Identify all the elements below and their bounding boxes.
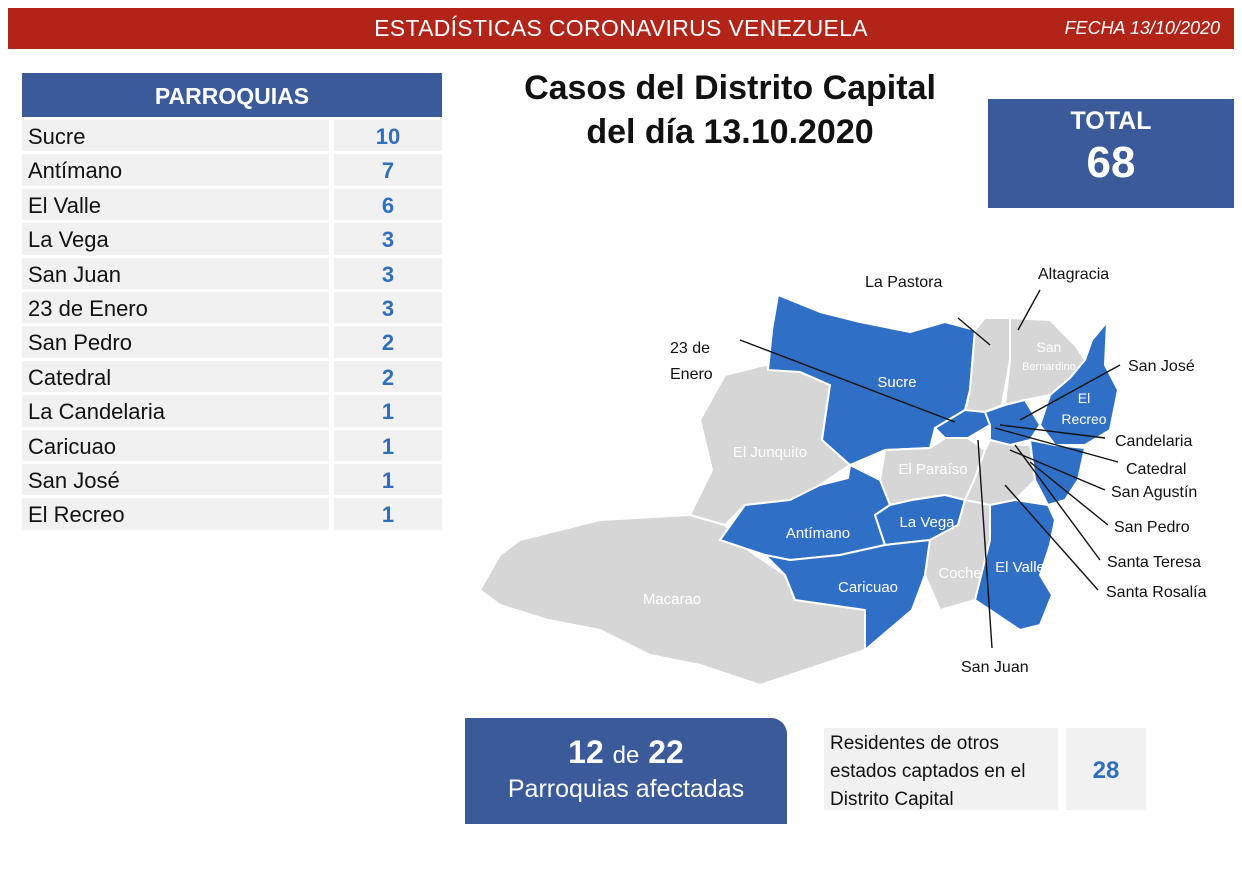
parroquia-cases: 1 xyxy=(334,464,442,498)
callout-san-pedro: San Pedro xyxy=(1114,519,1190,536)
label-coche: Coche xyxy=(938,565,982,582)
parroquia-row xyxy=(22,223,442,257)
parroquia-name: Sucre xyxy=(22,120,329,154)
label-la-vega: La Vega xyxy=(899,514,955,531)
callout-catedral: Catedral xyxy=(1126,461,1187,478)
callout-23-de-enero-2: Enero xyxy=(670,366,713,383)
parroquia-row xyxy=(22,430,442,464)
label-el-valle: El Valle xyxy=(995,559,1045,576)
callout-candelaria: Candelaria xyxy=(1115,433,1193,450)
parroquia-name: Caricuao xyxy=(22,430,329,464)
parroquia-row xyxy=(22,498,442,532)
label-el-recreo-2: Recreo xyxy=(1061,411,1107,427)
callout-santa-teresa: Santa Teresa xyxy=(1107,554,1201,571)
affected-count: 12 xyxy=(568,734,604,770)
parroquia-name: San Juan xyxy=(22,258,329,292)
parroquia-cases: 2 xyxy=(334,361,442,395)
parroquia-cases: 10 xyxy=(334,120,442,154)
parroquia-cases: 1 xyxy=(334,430,442,464)
parroquia-name: El Recreo xyxy=(22,498,329,532)
residents-text xyxy=(824,728,1058,810)
label-el-junquito: El Junquito xyxy=(732,444,808,461)
callout-san-jose: San José xyxy=(1128,358,1195,375)
parroquia-name: La Candelaria xyxy=(22,395,329,429)
label-sucre: Sucre xyxy=(877,374,917,391)
parroquia-cases: 3 xyxy=(334,292,442,326)
label-el-recreo-1: El xyxy=(1077,390,1091,406)
header-date: FECHA 13/10/2020 xyxy=(1064,18,1220,38)
affected-connector: de xyxy=(612,742,640,769)
parroquia-row xyxy=(22,120,442,154)
parroquia-cases: 1 xyxy=(334,498,442,532)
parroquia-cases: 6 xyxy=(334,189,442,223)
residents-text-line1: Residentes de otros xyxy=(830,733,999,754)
parroquia-row xyxy=(22,154,442,188)
residents-text-line2: estados captados en el xyxy=(830,761,1026,782)
callout-altagracia: Altagracia xyxy=(1038,266,1110,283)
label-macarao: Macarao xyxy=(642,591,702,608)
parroquia-cases: 7 xyxy=(334,154,442,188)
parroquia-name: Antímano xyxy=(22,154,329,188)
residents-value: 28 xyxy=(1066,728,1146,810)
parroquias-heading: PARROQUIAS xyxy=(22,73,442,117)
parroquia-cases: 1 xyxy=(334,395,442,429)
residents-text-line3: Distrito Capital xyxy=(830,789,954,810)
parroquia-row xyxy=(22,292,442,326)
affected-total: 22 xyxy=(648,734,684,770)
parroquia-name: Catedral xyxy=(22,361,329,395)
label-san-bernardino-1: San xyxy=(1036,339,1062,355)
parroquia-row xyxy=(22,361,442,395)
header-bar xyxy=(8,8,1234,49)
main-title-line1: Casos del Distrito Capital xyxy=(524,69,936,107)
callout-la-pastora: La Pastora xyxy=(865,274,943,291)
callout-san-juan: San Juan xyxy=(961,659,1029,676)
parroquia-cases: 2 xyxy=(334,326,442,360)
parroquia-name: El Valle xyxy=(22,189,329,223)
main-title xyxy=(470,66,990,154)
parroquia-name: San Pedro xyxy=(22,326,329,360)
parroquia-cases: 3 xyxy=(334,258,442,292)
parroquia-row xyxy=(22,258,442,292)
label-san-bernardino-2: Bernardino xyxy=(1022,361,1076,373)
parroquias-table xyxy=(22,120,442,533)
total-value: 68 xyxy=(1086,138,1136,187)
total-box xyxy=(988,99,1234,208)
parroquia-name: La Vega xyxy=(22,223,329,257)
parroquia-row xyxy=(22,326,442,360)
region-san-pedro xyxy=(1030,440,1085,505)
parroquia-row xyxy=(22,395,442,429)
label-caricuao: Caricuao xyxy=(837,579,899,596)
parroquia-row xyxy=(22,464,442,498)
label-antimano: Antímano xyxy=(785,525,851,542)
affected-parishes-box xyxy=(465,718,787,824)
affected-count-line xyxy=(465,734,787,771)
label-el-paraiso: El Paraíso xyxy=(898,461,968,478)
parroquia-name: San José xyxy=(22,464,329,498)
callout-santa-rosalia: Santa Rosalía xyxy=(1106,584,1207,601)
callout-san-agustin: San Agustín xyxy=(1111,484,1198,501)
parroquia-cases: 3 xyxy=(334,223,442,257)
affected-label: Parroquias afectadas xyxy=(507,775,745,803)
parroquia-name: 23 de Enero xyxy=(22,292,329,326)
total-label: TOTAL xyxy=(1070,107,1152,135)
header-title: ESTADÍSTICAS CORONAVIRUS VENEZUELA xyxy=(374,15,868,41)
caracas-map xyxy=(470,258,1242,688)
parroquia-row xyxy=(22,189,442,223)
main-title-line2: del día 13.10.2020 xyxy=(586,113,874,151)
callout-23-de-enero-1: 23 de xyxy=(670,340,711,357)
